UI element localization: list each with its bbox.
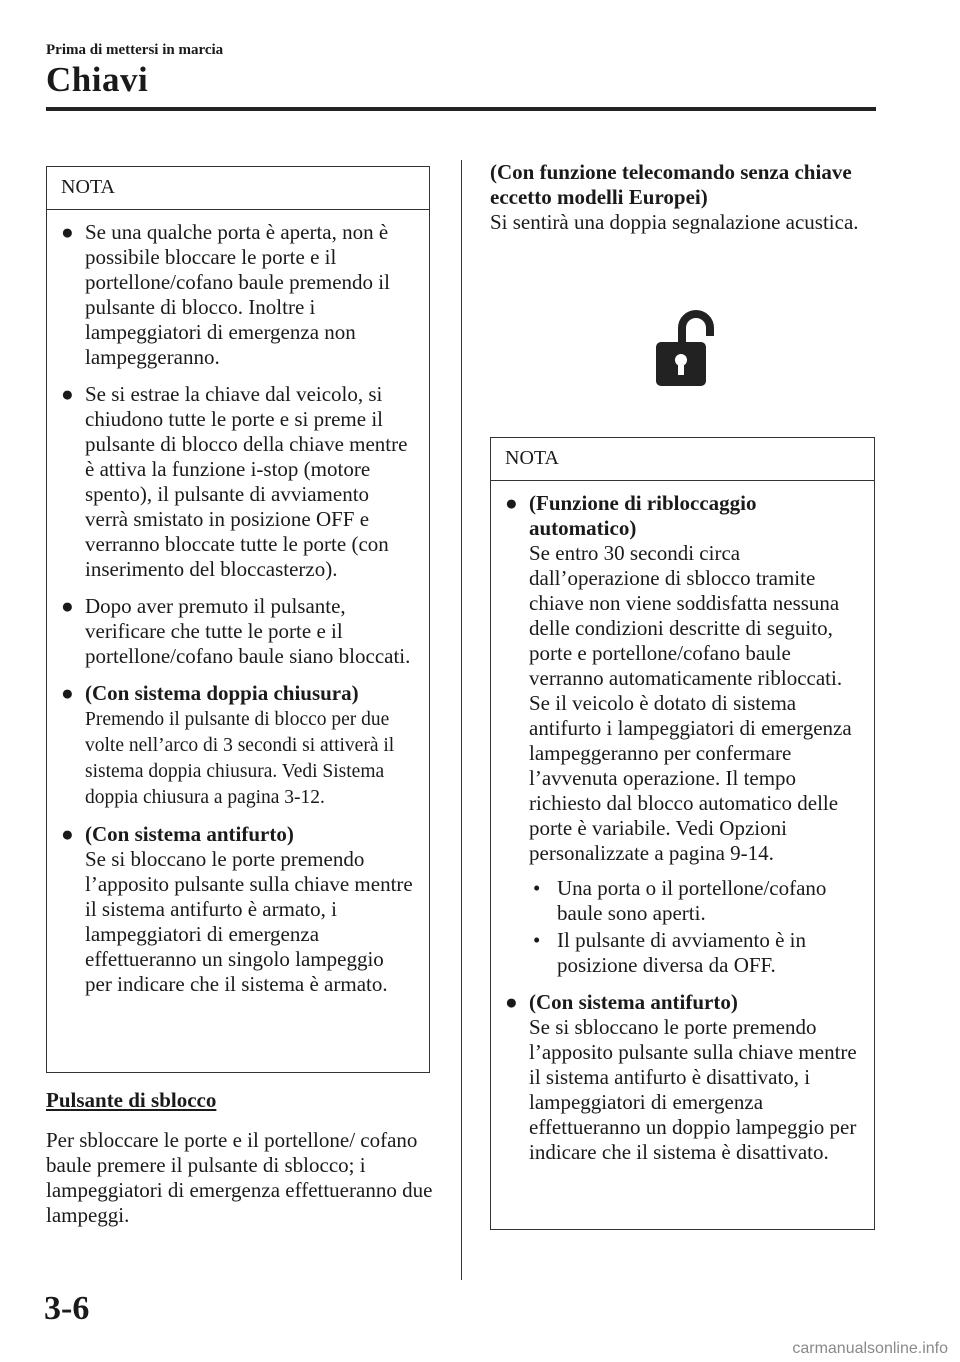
bullet-icon: ● bbox=[61, 220, 74, 244]
page-number: 3-6 bbox=[44, 1290, 90, 1327]
note-item-text: Dopo aver premuto il pulsante, verificare che tutte le porte e il portellone/cofano baule siano bloccati. bbox=[85, 594, 411, 668]
note-item-heading: (Con sistema doppia chiusura) bbox=[85, 681, 359, 705]
title-rule bbox=[46, 107, 876, 111]
unlock-heading: Pulsante di sblocco bbox=[46, 1088, 217, 1112]
bullet-icon: ● bbox=[61, 822, 74, 846]
note-heading: NOTA bbox=[491, 438, 874, 481]
note-item-text: Se una qualche porta è aperta, non è possibile bloccare le porte e il portellone/cofano baule premendo il pulsante di blocco. Inoltre i lampeggiatori di emergenza non lampeggeranno. bbox=[85, 220, 390, 369]
note-item-text: Se si bloccano le porte premendo l’apposito pulsante sulla chiave mentre il sistema antifurto è armato, i lampeggiatori di emergenza effettueranno un singolo lampeggio per indicare che il sistema è armato. bbox=[85, 847, 413, 996]
right-note-box bbox=[490, 437, 875, 1230]
bullet-icon: ● bbox=[61, 594, 74, 618]
page-title: Chiavi bbox=[46, 60, 149, 99]
keyless-paragraph bbox=[490, 160, 870, 235]
bullet-icon: ● bbox=[505, 491, 518, 515]
note-item-heading: (Funzione di ribloccaggio automatico) bbox=[529, 491, 757, 540]
unlock-paragraph: Per sbloccare le porte e il portellone/ cofano baule premere il pulsante di sblocco; i lampeggiatori di emergenza effettueranno due lampeggi. bbox=[46, 1128, 433, 1227]
column-divider bbox=[461, 160, 462, 1280]
keyless-heading: (Con funzione telecomando senza chiave eccetto modelli Europei) bbox=[490, 160, 852, 209]
sub-bullet-icon: • bbox=[533, 928, 541, 952]
note-item bbox=[505, 990, 860, 1165]
sub-item-text: Il pulsante di avviamento è in posizione diversa da OFF. bbox=[557, 928, 807, 977]
note-item bbox=[61, 594, 415, 669]
unlocked-padlock-icon bbox=[652, 306, 716, 388]
note-item-text: Premendo il pulsante di blocco per due volte nell’arco di 3 secondi si attiverà il sistema doppia chiusura. Vedi Sistema doppia chiusura a pagina 3-12. bbox=[85, 709, 395, 808]
note-item-text: Se si estrae la chiave dal veicolo, si chiudono tutte le porte e si preme il pulsante di blocco della chiave mentre è attiva la funzione i-stop (motore spento), il pulsante di avviamento verrà smistato in posizione OFF e verranno bloccate tutte le porte (con inserimento del bloccasterzo). bbox=[85, 382, 408, 581]
note-item bbox=[61, 681, 415, 810]
sub-item-text: Una porta o il portellone/cofano baule sono aperti. bbox=[557, 876, 827, 925]
bullet-icon: ● bbox=[505, 990, 518, 1014]
note-item bbox=[505, 491, 860, 978]
sub-item bbox=[529, 928, 860, 978]
note-item bbox=[61, 220, 415, 370]
bullet-icon: ● bbox=[61, 382, 74, 406]
note-heading: NOTA bbox=[47, 167, 429, 210]
note-item-text: Se si sbloccano le porte premendo l’apposito pulsante sulla chiave mentre il sistema antifurto è disattivato, i lampeggiatori di emergenza effettueranno un doppio lampeggio per indicare che il sistema è disattivato. bbox=[529, 1015, 857, 1164]
note-item-heading: (Con sistema antifurto) bbox=[529, 990, 738, 1014]
bullet-icon: ● bbox=[61, 681, 74, 705]
note-item bbox=[61, 822, 415, 997]
keyless-text: Si sentirà una doppia segnalazione acustica. bbox=[490, 210, 859, 234]
note-item bbox=[61, 382, 415, 582]
sub-item bbox=[529, 876, 860, 926]
sub-bullet-icon: • bbox=[533, 876, 541, 900]
left-note-box bbox=[46, 166, 430, 1073]
section-label: Prima di mettersi in marcia bbox=[46, 42, 224, 58]
note-item-text: Se entro 30 secondi circa dall’operazione di sblocco tramite chiave non viene soddisfatta nessuna delle condizioni descritte di seguito, porte e portellone/cofano baule verranno automaticamente ribloccati. Se il veicolo è dotato di sistema antifurto i lampeggiatori di emergenza lampeggeranno per confermare l’avvenuta operazione. Il tempo richiesto dal blocco automatico delle porte è variabile. Vedi Opzioni personalizzate a pagina 9-14. bbox=[529, 541, 852, 865]
watermark: carmanualsonline.info bbox=[792, 1340, 948, 1357]
note-item-heading: (Con sistema antifurto) bbox=[85, 822, 294, 846]
